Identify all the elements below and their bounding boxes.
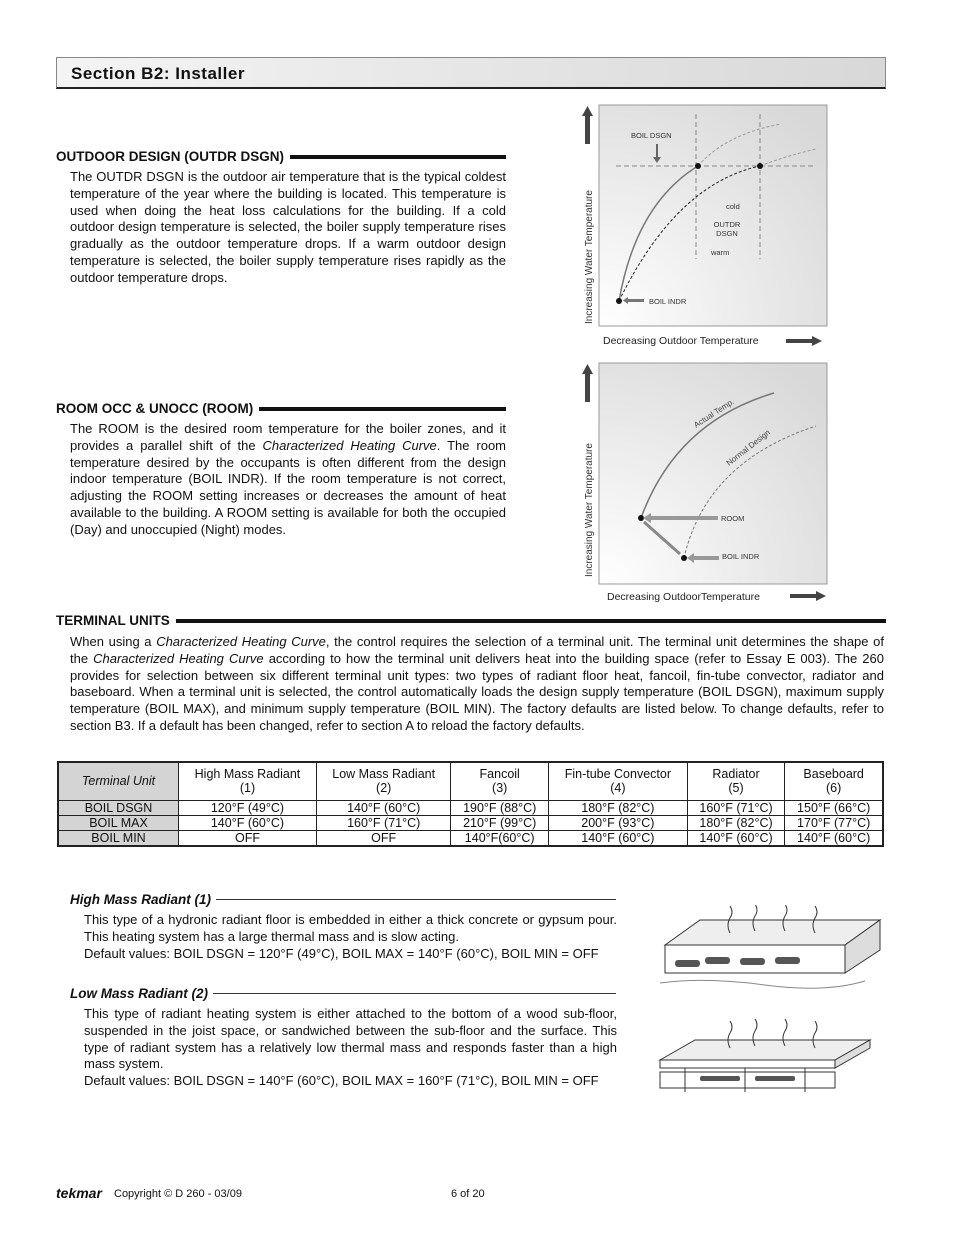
- cell: 140°F (60°C): [687, 830, 785, 846]
- cell: 180°F (82°C): [548, 800, 687, 815]
- column-header: [179, 762, 317, 800]
- y-axis-label: Increasing Water Temperature: [584, 190, 595, 324]
- cold-label: cold: [726, 202, 740, 211]
- table-header-row: [58, 762, 883, 800]
- column-header: [548, 762, 687, 800]
- cell: 160°F (71°C): [316, 815, 450, 830]
- high-mass-text: [84, 912, 617, 962]
- cell: 210°F (99°C): [451, 815, 549, 830]
- col-num: (4): [610, 781, 626, 796]
- col-name: High Mass Radiant: [194, 767, 301, 782]
- warm-label: warm: [711, 248, 730, 257]
- heading-text: TERMINAL UNITS: [56, 613, 170, 628]
- boil-indr-label: BOIL INDR: [722, 552, 760, 561]
- cell: 160°F (71°C): [687, 800, 785, 815]
- col-num: (6): [826, 781, 842, 796]
- text: , the control requires the selection of a terminal unit. The terminal unit determines the shape of the: [70, 634, 884, 666]
- tekmar-logo: tekmar: [56, 1185, 102, 1201]
- y-axis-label: Increasing Water Temperature: [584, 443, 595, 577]
- text: according to how the terminal unit delivers heat into the building space (refer to Essay E 003). The 260 provides for selection between six different terminal unit types: two types of radiant floor heat, fancoil, fin-tube convector, radiator and baseboard. When a terminal unit is selected, the control automatically loads the design supply temperature (BOIL DSGN), maximum supply temperature (BOIL MAX), and minimum supply temperature (BOIL MIN). The factory defaults are listed below. To change defaults, refer to section B3. If a default has been changed, refer to section A to reload the factory defaults.: [70, 650, 884, 733]
- actual-temp-label: Actual Temp.: [692, 397, 736, 430]
- right-arrow-icon: [790, 594, 818, 598]
- up-arrow-icon: [585, 114, 590, 144]
- terminal-defaults-table: [57, 761, 884, 847]
- room-label: ROOM: [721, 514, 745, 523]
- cell: 140°F (60°C): [179, 815, 317, 830]
- low-mass-text: [84, 1006, 617, 1090]
- heading-rule: [216, 899, 616, 900]
- col-name: Low Mass Radiant: [332, 767, 436, 782]
- cell: 140°F (60°C): [316, 800, 450, 815]
- table-row: [58, 815, 883, 830]
- terminal-units-text: [70, 634, 884, 735]
- col-num: (2): [376, 781, 392, 796]
- room-text: [70, 421, 506, 539]
- column-header: [451, 762, 549, 800]
- section-header: [56, 57, 886, 89]
- heading-text: ROOM OCC & UNOCC (ROOM): [56, 401, 254, 416]
- column-header: [687, 762, 785, 800]
- boil-dsgn-label: BOIL DSGN: [631, 131, 672, 140]
- text: Characterized Heating Curve: [93, 650, 264, 666]
- defaults: Default values: BOIL DSGN = 120°F (49°C), BOIL MAX = 140°F (60°C), BOIL MIN = OFF: [84, 945, 599, 961]
- cell: 140°F (60°C): [785, 830, 883, 846]
- high-mass-floor-illustration: [645, 905, 885, 995]
- cell: OFF: [316, 830, 450, 846]
- dsgn-label: DSGN: [716, 229, 738, 238]
- heading-rule: [290, 155, 506, 159]
- outdr-label: OUTDR: [713, 220, 741, 229]
- cell: 170°F (77°C): [785, 815, 883, 830]
- row-label: BOIL MIN: [58, 830, 179, 846]
- table-row: [58, 830, 883, 846]
- outdoor-design-figure: [576, 104, 832, 350]
- text: When using a: [70, 634, 157, 649]
- cell: 140°F(60°C): [451, 830, 549, 846]
- heading-text: Low Mass Radiant (2): [70, 986, 209, 1001]
- column-header: [316, 762, 450, 800]
- page-number: 6 of 20: [451, 1188, 485, 1200]
- col-name: Radiator: [712, 767, 760, 782]
- text: This type of radiant heating system is either attached to the bottom of a wood sub-floor, suspended in the joist space, or sandwiched between the sub-floor and the surface. This type of radiant system has a relatively low thermal mass and responds faster than a high mass system.: [84, 1006, 617, 1072]
- cell: 180°F (82°C): [687, 815, 785, 830]
- text: This type of a hydronic radiant floor is embedded in either a thick concrete or gypsum pour. This heating system has a large thermal mass and is slow acting.: [84, 912, 617, 944]
- column-header: [785, 762, 883, 800]
- defaults: Default values: BOIL DSGN = 140°F (60°C), BOIL MAX = 160°F (71°C), BOIL MIN = OFF: [84, 1073, 599, 1089]
- heading-rule: [259, 407, 506, 411]
- copyright: Copyright © D 260 - 03/09: [114, 1188, 242, 1200]
- room-figure: [576, 362, 832, 608]
- cell: 140°F (60°C): [548, 830, 687, 846]
- table-row: [58, 800, 883, 815]
- terminal-units-heading: [56, 613, 886, 628]
- heading-text: OUTDOOR DESIGN (OUTDR DSGN): [56, 149, 284, 164]
- cell: 200°F (93°C): [548, 815, 687, 830]
- low-mass-heading: [70, 986, 616, 1001]
- normal-design-label: Normal Design: [724, 427, 772, 468]
- x-axis-label: Decreasing Outdoor Temperature: [603, 335, 759, 347]
- col-name: Fancoil: [479, 767, 520, 782]
- row-label: BOIL DSGN: [58, 800, 179, 815]
- plot-area: [599, 363, 827, 584]
- cell: 190°F (88°C): [451, 800, 549, 815]
- row-label: BOIL MAX: [58, 815, 179, 830]
- col-num: (1): [239, 781, 256, 796]
- col-name: Fin-tube Convector: [564, 767, 672, 782]
- right-arrow-icon: [786, 339, 814, 343]
- low-mass-floor-illustration: [645, 1010, 885, 1100]
- col-num: (5): [728, 781, 744, 796]
- text: The ROOM is the desired room temperature for the boiler zones, and it provides a parallel shift of the: [70, 421, 506, 453]
- x-axis-label: Decreasing OutdoorTemperature: [607, 591, 760, 603]
- up-arrow-icon: [585, 372, 590, 402]
- heading-rule: [176, 619, 886, 623]
- text: Characterized Heating Curve: [156, 634, 326, 649]
- room-heading: [56, 401, 506, 416]
- high-mass-heading: [70, 892, 616, 907]
- col-num: (3): [492, 781, 508, 796]
- boil-indr-label: BOIL INDR: [649, 297, 687, 306]
- outdoor-design-text: The OUTDR DSGN is the outdoor air temperature that is the typical coldest temperature of the year where the building is located. This temperature is used when doing the heat loss calculations for the building. If a cold outdoor design temperature is selected, the boiler supply temperature rises gradually as the outdoor temperature drops. If a warm outdoor design temperature is selected, the boiler supply temperature rises rapidly as the outdoor temperature drops.: [70, 169, 506, 285]
- text: Characterized Heating Curve: [262, 437, 437, 453]
- heading-rule: [213, 993, 616, 994]
- corner-label: Terminal Unit: [81, 774, 156, 789]
- corner-cell: [58, 762, 179, 800]
- outdoor-design-heading: [56, 149, 506, 164]
- text: . The room temperature desired by the occupants is often different from the design indoor temperature (BOIL INDR). If the room temperature is not correct, adjusting the ROOM setting increases or decreases the amount of heat available to the building. A ROOM setting is available for both the occupied (Day) and unoccupied (Night) modes.: [70, 437, 507, 537]
- cell: OFF: [179, 830, 317, 846]
- heading-text: High Mass Radiant (1): [70, 892, 212, 907]
- col-name: Baseboard: [803, 767, 864, 782]
- section-title: Section B2: Installer: [71, 64, 245, 83]
- cell: 150°F (66°C): [785, 800, 883, 815]
- cell: 120°F (49°C): [179, 800, 317, 815]
